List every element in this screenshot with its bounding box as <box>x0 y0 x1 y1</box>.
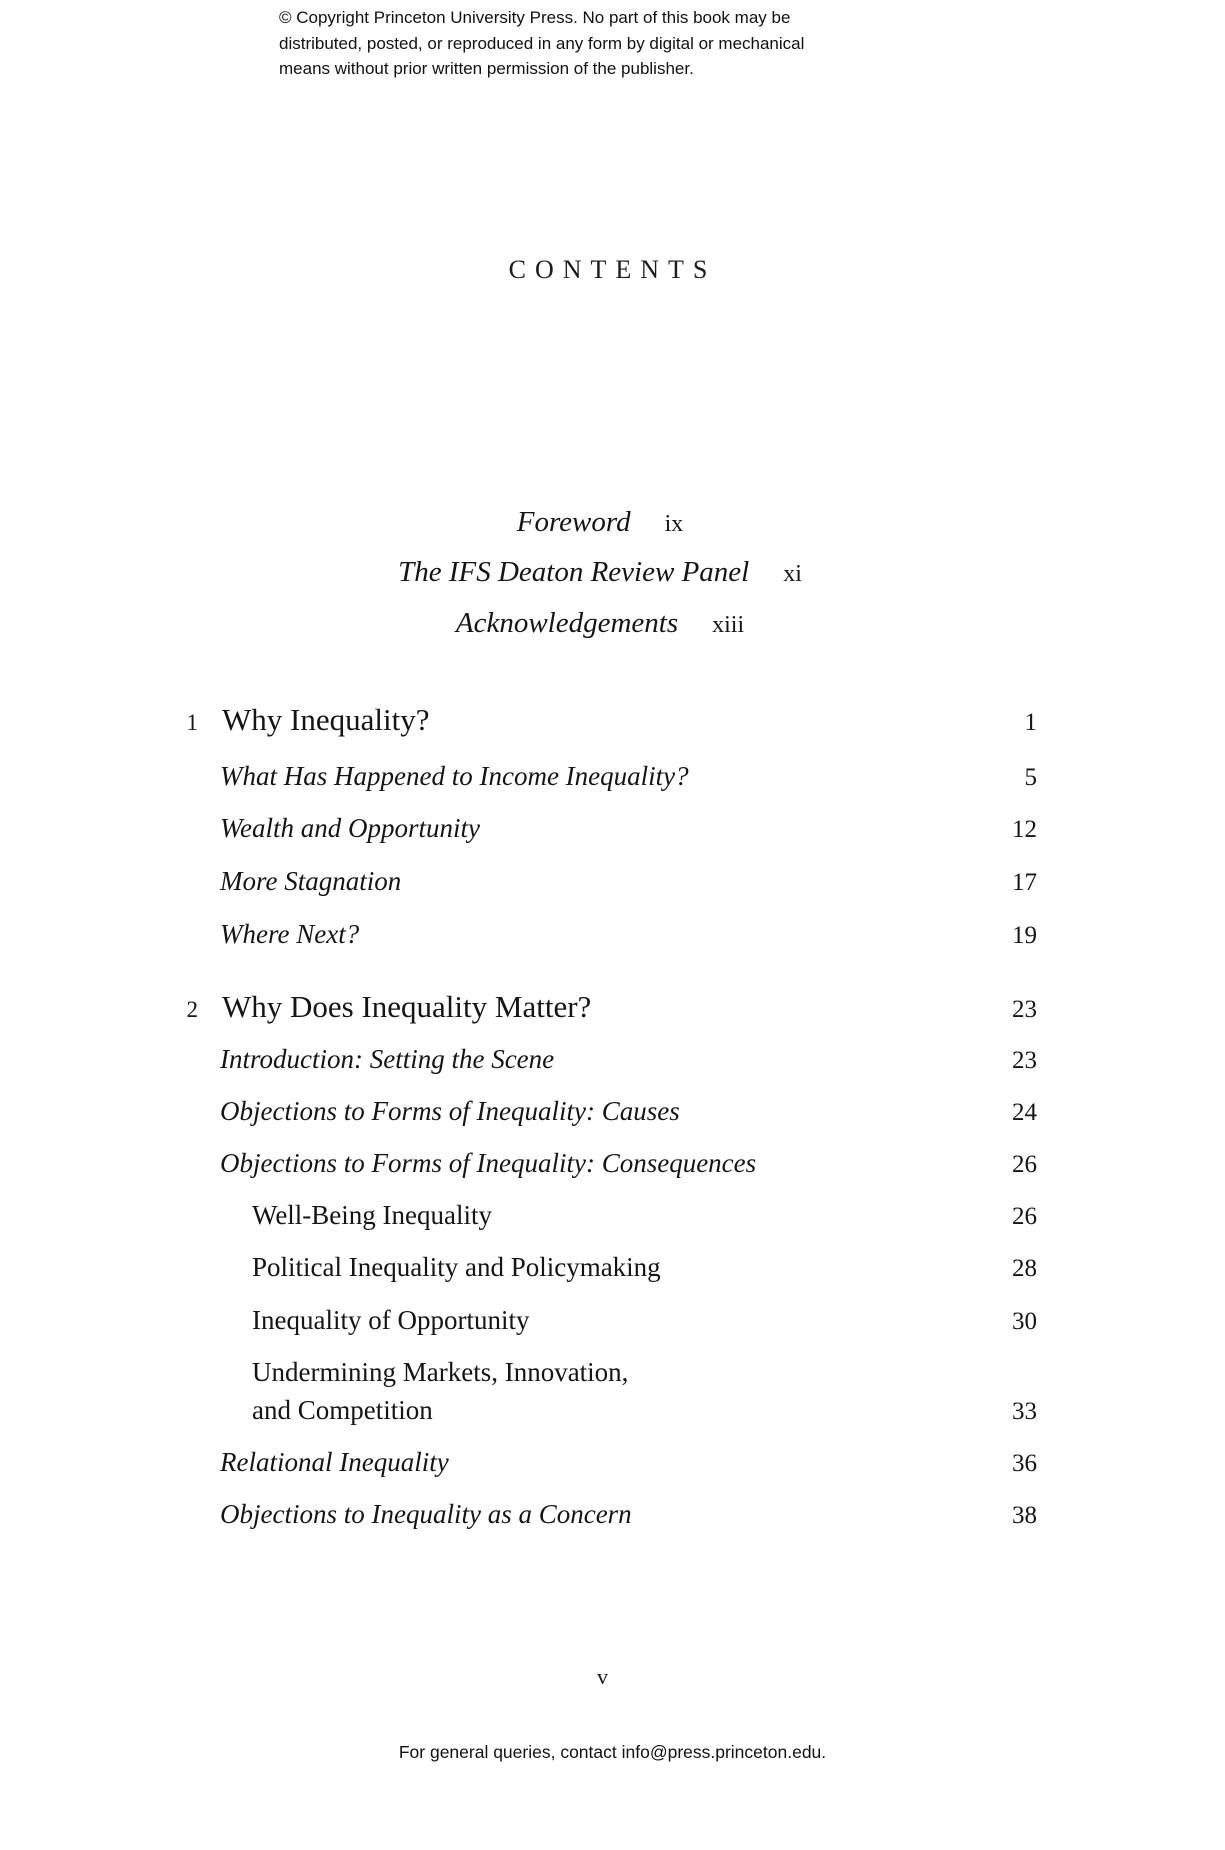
front-matter-entry <box>0 606 1200 641</box>
entry-title: Inequality of Opportunity <box>252 1305 530 1335</box>
toc-entry-section <box>160 1043 1037 1076</box>
entry-page-number: 23 <box>1012 996 1037 1023</box>
entry-title: Why Does Inequality Matter? <box>222 989 592 1024</box>
toc-entry-subsection <box>160 1304 1037 1337</box>
entry-title: Foreword <box>516 506 631 538</box>
entry-title: What Has Happened to Income Inequality? <box>220 761 689 791</box>
copyright-line: © Copyright Princeton University Press. No part of this book may be <box>279 8 791 27</box>
entry-title: The IFS Deaton Review Panel <box>398 556 750 588</box>
entry-page-number: 5 <box>1024 764 1037 791</box>
entry-page-number: 26 <box>1012 1151 1037 1178</box>
entry-page-number: 30 <box>1012 1308 1037 1335</box>
entry-page-number: 19 <box>1012 922 1037 949</box>
entry-title: Undermining Markets, Innovation, <box>252 1357 629 1387</box>
page-title: CONTENTS <box>508 255 717 284</box>
entry-page-number: xiii <box>712 612 745 638</box>
entry-title: Objections to Forms of Inequality: Causes <box>220 1096 680 1126</box>
entry-title: Introduction: Setting the Scene <box>220 1044 555 1074</box>
entry-page-number: 28 <box>1012 1255 1037 1282</box>
toc-entry-subsection-continued <box>160 1394 1037 1427</box>
copyright-line: distributed, posted, or reproduced in any form by digital or mechanical <box>279 33 805 53</box>
entry-title: More Stagnation <box>220 866 402 896</box>
entry-page-number: 17 <box>1012 869 1037 896</box>
toc-entry-section <box>160 1498 1037 1531</box>
copyright-notice <box>279 5 804 82</box>
entry-page-number: ix <box>664 511 684 537</box>
entry-page-number: 24 <box>1012 1099 1037 1126</box>
entry-title: and Competition <box>252 1395 433 1425</box>
chapter-number: 1 <box>186 710 198 735</box>
toc-entry-section <box>160 812 1037 845</box>
toc-entry-subsection <box>160 1356 1037 1388</box>
entry-title: Political Inequality and Policymaking <box>252 1252 661 1282</box>
front-matter-entry <box>0 555 1200 590</box>
toc-entry-section <box>160 760 1037 793</box>
entry-page-number: 36 <box>1012 1450 1037 1477</box>
toc-entry-chapter <box>160 701 1037 738</box>
entry-page-number: 1 <box>1024 709 1037 736</box>
entry-page-number: 26 <box>1012 1203 1037 1230</box>
toc-entry-section <box>160 865 1037 898</box>
toc-entry-section <box>160 1446 1037 1479</box>
entry-page-number: 23 <box>1012 1047 1037 1074</box>
front-matter-entry <box>0 505 1200 540</box>
entry-title: Well-Being Inequality <box>252 1200 493 1230</box>
entry-title: Objections to Inequality as a Concern <box>220 1499 632 1529</box>
entry-title: Acknowledgements <box>455 607 679 639</box>
toc-entry-section <box>160 1095 1037 1128</box>
entry-title: Where Next? <box>220 919 360 949</box>
entry-page-number: 33 <box>1012 1398 1037 1425</box>
entry-title: Objections to Forms of Inequality: Consequences <box>220 1148 757 1178</box>
entry-title: Wealth and Opportunity <box>220 813 480 843</box>
toc-entry-section <box>160 1147 1037 1180</box>
entry-title: Why Inequality? <box>222 702 430 737</box>
footer-queries-note: For general queries, contact info@press.princeton.edu. <box>398 1742 827 1762</box>
toc-entry-subsection <box>160 1251 1037 1284</box>
entry-page-number: xi <box>783 561 802 587</box>
entry-title: Relational Inequality <box>220 1447 449 1477</box>
toc-entry-subsection <box>160 1199 1037 1232</box>
page-folio: v <box>597 1664 608 1689</box>
toc-entry-chapter <box>160 988 1037 1025</box>
entry-page-number: 38 <box>1012 1502 1037 1529</box>
toc-entry-section <box>160 918 1037 951</box>
entry-page-number: 12 <box>1012 816 1037 843</box>
chapter-number: 2 <box>186 997 198 1022</box>
copyright-line: means without prior written permission of the publisher. <box>279 59 694 78</box>
